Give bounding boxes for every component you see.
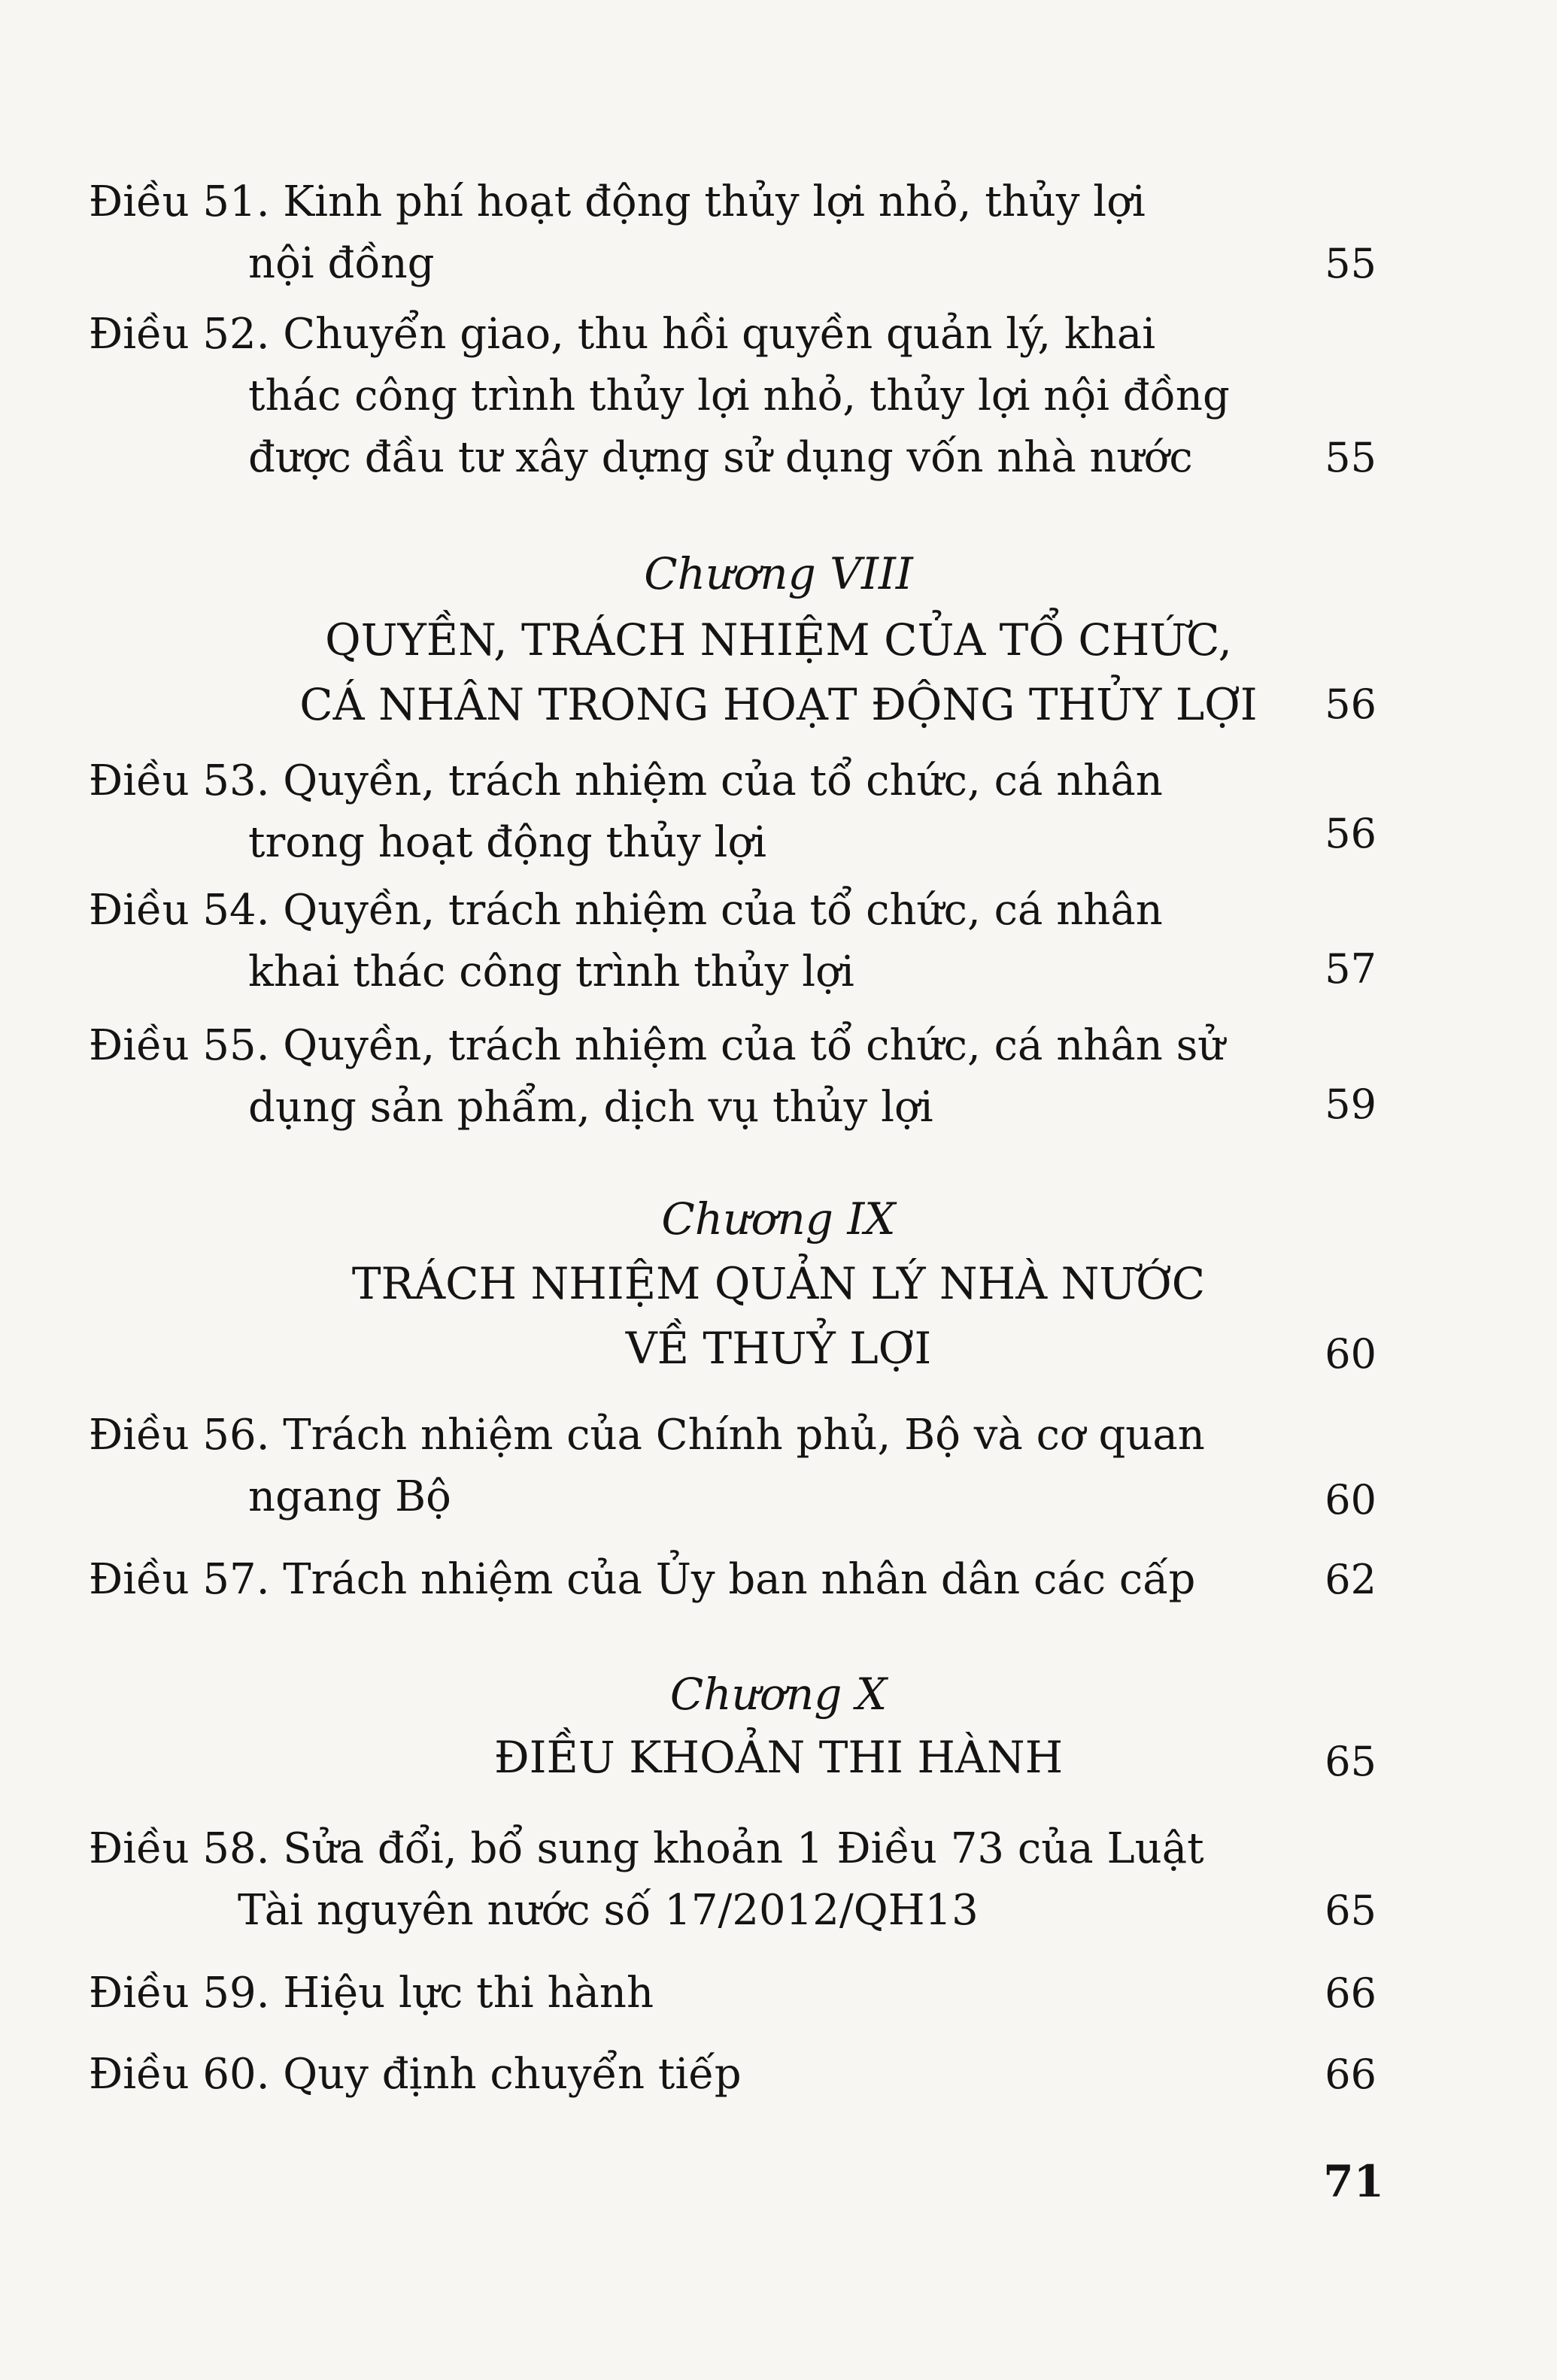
- toc-entry-dieu-54: [89, 880, 1390, 1003]
- page-number: 60: [1325, 1330, 1376, 1378]
- chapter-label: Chương IX: [661, 1193, 896, 1245]
- footer-page-number: 71: [1323, 2156, 1384, 2207]
- entry-line: khai thác công trình thủy lợi: [248, 947, 854, 996]
- toc-entry-dieu-52: [89, 304, 1390, 489]
- toc-entry-dieu-57: [89, 1549, 1390, 1611]
- page-number: 56: [1325, 810, 1376, 857]
- entry-line: Điều 57. Trách nhiệm của Ủy ban nhân dân các cấp: [89, 1555, 1196, 1604]
- chapter-title: ĐIỀU KHOẢN THI HÀNH: [493, 1732, 1064, 1783]
- entry-line: Điều 59. Hiệu lực thi hành: [89, 1969, 654, 2018]
- entry-line: dụng sản phẩm, dịch vụ thủy lợi: [248, 1083, 933, 1132]
- page-number: 55: [1325, 240, 1376, 287]
- entry-line: Điều 58. Sửa đổi, bổ sung khoản 1 Điều 73 của Luật: [89, 1824, 1204, 1873]
- entry-line: Điều 60. Quy định chuyển tiếp: [89, 2050, 742, 2099]
- entry-line: Tài nguyên nước số 17/2012/QH13: [238, 1886, 979, 1935]
- page-number: 66: [1325, 2051, 1376, 2098]
- toc-entry-dieu-55: [89, 1015, 1390, 1138]
- entry-line: Điều 52. Chuyển giao, thu hồi quyền quản lý, khai: [89, 310, 1156, 359]
- page-number: 65: [1325, 1738, 1376, 1785]
- entry-line: ngang Bộ: [248, 1472, 451, 1521]
- page-number: 60: [1325, 1476, 1376, 1524]
- page-number: 62: [1325, 1556, 1376, 1603]
- page-number: 55: [1325, 434, 1376, 481]
- chapter-title: VỀ THUỶ LỢI: [625, 1323, 932, 1374]
- entry-line: Điều 53. Quyền, trách nhiệm của tổ chức, cá nhân: [89, 756, 1163, 805]
- chapter-label: Chương VIII: [644, 548, 913, 599]
- toc-entry-dieu-60: [89, 2044, 1390, 2106]
- entry-line: Điều 55. Quyền, trách nhiệm của tổ chức, cá nhân sử: [89, 1021, 1225, 1070]
- page-number: 65: [1325, 1887, 1376, 1934]
- chapter-title: CÁ NHÂN TRONG HOẠT ĐỘNG THỦY LỢI: [299, 679, 1258, 730]
- entry-line: trong hoạt động thủy lợi: [248, 818, 767, 867]
- entry-line: Điều 54. Quyền, trách nhiệm của tổ chức, cá nhân: [89, 886, 1163, 935]
- entry-line: thác công trình thủy lợi nhỏ, thủy lợi nội đồng: [248, 371, 1230, 420]
- page-number: 59: [1325, 1081, 1376, 1128]
- chapter-title: QUYỀN, TRÁCH NHIỆM CỦA TỔ CHỨC,: [325, 614, 1232, 665]
- toc-entry-dieu-58: [89, 1818, 1390, 1942]
- toc-entry-dieu-53: [89, 750, 1390, 874]
- toc-entry-dieu-51: [89, 171, 1390, 295]
- chapter-label: Chương X: [669, 1669, 888, 1720]
- page-number: 56: [1325, 681, 1376, 728]
- page-number: 66: [1325, 1969, 1376, 2017]
- entry-line: Điều 51. Kinh phí hoạt động thủy lợi nhỏ, thủy lợi: [89, 177, 1146, 226]
- chapter-title: TRÁCH NHIỆM QUẢN LÝ NHÀ NƯỚC: [351, 1258, 1206, 1309]
- entry-line: được đầu tư xây dựng sử dụng vốn nhà nước: [248, 433, 1193, 482]
- toc-entry-dieu-56: [89, 1405, 1390, 1528]
- entry-line: Điều 56. Trách nhiệm của Chính phủ, Bộ và cơ quan: [89, 1411, 1205, 1460]
- page-number: 57: [1325, 945, 1376, 993]
- toc-entry-dieu-59: [89, 1963, 1390, 2024]
- entry-line: nội đồng: [248, 239, 435, 288]
